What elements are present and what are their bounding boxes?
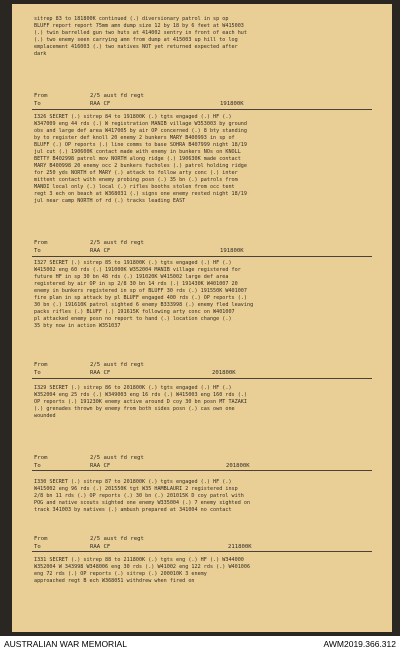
text-line: (.) grenades thrown by enemy from both sides posn (.) cas own one (34, 406, 235, 412)
from-label: From (34, 455, 48, 461)
to-label: To (34, 101, 41, 107)
text-line: enemy in bunkers registered in sp of BLUFF 30 rds (.) 191550K W401007 (34, 288, 247, 294)
text-line: W352004 W 343998 W348006 eng 30 rds (.) W41002 eng 122 rds (.) W401006 (34, 564, 251, 570)
text-line: dark (34, 51, 47, 57)
divider (32, 551, 372, 552)
text-line: track 341003 by natives (.) ambush prepared at 341004 no contact (34, 507, 232, 513)
text-line: BLUFF report report 75mm amn dump size 12 by 18 by 6 feet at W415003 (34, 23, 244, 29)
to-value: RAA CF (90, 544, 111, 550)
time-value: 201800K (226, 463, 250, 469)
text-line: packs rifles (.) BLUFF (.) 191615K following arty conc on W401007 (34, 309, 235, 315)
from-value: 2/5 aust fd regt (90, 362, 144, 368)
text-line: registered by air OP in sp 2/8 30 bn 14 rds (.) 191430K W401007 20 (34, 281, 238, 287)
to-value: RAA CF (90, 370, 111, 376)
text-line: fire plan in sp attack by pl BLUFF engaged 400 rds (.) OP reports (.) (34, 295, 247, 301)
institution-label: AUSTRALIAN WAR MEMORIAL (4, 639, 127, 649)
text-line: I327 SECRET (.) sitrep 85 to 191800K (.) tgts engaged (.) HF (.) (34, 260, 232, 266)
to-label: To (34, 370, 41, 376)
text-line: (.) two enemy seen carrying amn from dump at 415003 up hill to log (34, 37, 238, 43)
text-line: BETTY B402998 patrol mov NORTH along ridge (.) 190630K made contact (34, 156, 241, 162)
time-value: 211800K (228, 544, 252, 550)
to-value: RAA CF (90, 101, 111, 107)
from-label: From (34, 93, 48, 99)
from-value: 2/5 aust fd regt (90, 240, 144, 246)
text-line: regt 3 ech on beach at W368031 (.) signs one enemy rested night 18/19 (34, 191, 247, 197)
text-line: W415002 eng 96 rds (.) 201550K tgt W35 HAMBLAURI 2 registered insp (34, 486, 238, 492)
text-line: approached regt B ech W368051 withdrew when fired on (34, 578, 195, 584)
text-line: future HF in sp 30 bn 48 rds (.) 191020K W415002 large def area (34, 274, 229, 280)
from-value: 2/5 aust fd regt (90, 93, 144, 99)
divider (32, 470, 372, 471)
text-line: W352004 eng 25 rds (.) W349003 eng 16 rds (.) W415003 eng 160 rds (.) (34, 392, 247, 398)
document-page (12, 4, 392, 632)
text-line: MANDI local only (.) local (.) rifles booths stolen from occ tent (34, 184, 235, 190)
text-line: jul cut (.) 190600K contact made with enemy in bunkers NOs on KNOLL (34, 149, 241, 155)
divider (32, 256, 372, 257)
text-line: jul near camp NORTH of rd (.) tracks leading EAST (34, 198, 186, 204)
to-value: RAA CF (90, 248, 111, 254)
to-label: To (34, 544, 41, 550)
text-line: I329 SECRET (.) sitrep 86 to 201800K (.) tgts engaged (.) HF (.) (34, 385, 232, 391)
text-line: for 250 yds NORTH of MARY (.) attack to follow arty conc (.) inter (34, 170, 238, 176)
time-value: 201800K (212, 370, 236, 376)
from-value: 2/5 aust fd regt (90, 455, 144, 461)
text-line: I330 SECRET (.) sitrep 87 to 201800K (.) tgts engaged (.) HF (.) (34, 479, 232, 485)
text-line: 35 bty now in action W351037 (34, 323, 121, 329)
text-line: I331 SECRET (.) sitrep 88 to 211800K (.) tgts eng (.) HF (.) W344000 (34, 557, 244, 563)
divider (32, 109, 372, 110)
time-value: 191800K (220, 101, 244, 107)
from-value: 2/5 aust fd regt (90, 536, 144, 542)
from-label: From (34, 536, 48, 542)
archive-footer (0, 636, 400, 653)
text-line: W415002 eng 60 rds (.) 191000K W352004 MANIB village registered for (34, 267, 241, 273)
accession-number: AWM2019.366.312 (323, 639, 396, 649)
text-line: mittent contact with enemy probing posn (.) 35 bn (.) patrols from (34, 177, 238, 183)
text-line: wounded (34, 413, 56, 419)
to-label: To (34, 248, 41, 254)
text-line: 30 bn (.) 191610K patrol sighted 6 enemy B333998 (.) enemy fled leaving (34, 302, 254, 308)
text-line: obs and large def area W417005 by air OP concerned (.) 8 bty standing (34, 128, 247, 134)
text-line: sitrep 83 to 181800K continued (.) diversionary patrol in sp op (34, 16, 229, 22)
text-line: eng 72 rds (.) OP reports (.) sitrep (.) 200010K 3 enemy (34, 571, 207, 577)
text-line: pl attacked enemy posn no report to hand (.) location change (.) (34, 316, 232, 322)
time-value: 191800K (220, 248, 244, 254)
text-line: I326 SECRET (.) sitrep 84 to 191800K (.) tgts engaged (.) HF (.) (34, 114, 232, 120)
text-line: OP reports (.) 191230K enemy active around D coy 30 bn posn MT TAZAKI (34, 399, 247, 405)
from-label: From (34, 362, 48, 368)
text-line: by to register def knoll 20 enemy 2 bunkers MARY B400993 in sp of (34, 135, 235, 141)
divider (32, 378, 372, 379)
text-line: MARY B400998 20 enemy occ 2 bunkers fucholes (.) patrol holding ridge (34, 163, 247, 169)
text-line: emplacement 416003 (.) two natives NOT yet returned expected after (34, 44, 238, 50)
from-label: From (34, 240, 48, 246)
text-line: W347009 eng 44 rds (.) W registration MANIB village W353003 by ground (34, 121, 247, 127)
text-line: (.) twin barrelled gun two huts at 414002 sentry in front of each hut (34, 30, 247, 36)
to-value: RAA CF (90, 463, 111, 469)
text-line: POG and native scouts sighted one enemy W335004 (.) 7 enemy sighted on (34, 500, 251, 506)
to-label: To (34, 463, 41, 469)
text-line: 2/8 bn 11 rds (.) OP reports (.) 30 bn (.) 201015K D coy patrol with (34, 493, 244, 499)
text-line: BLUFF (.) OP reports (.) line comms to base SOHRA B407999 night 18/19 (34, 142, 247, 148)
